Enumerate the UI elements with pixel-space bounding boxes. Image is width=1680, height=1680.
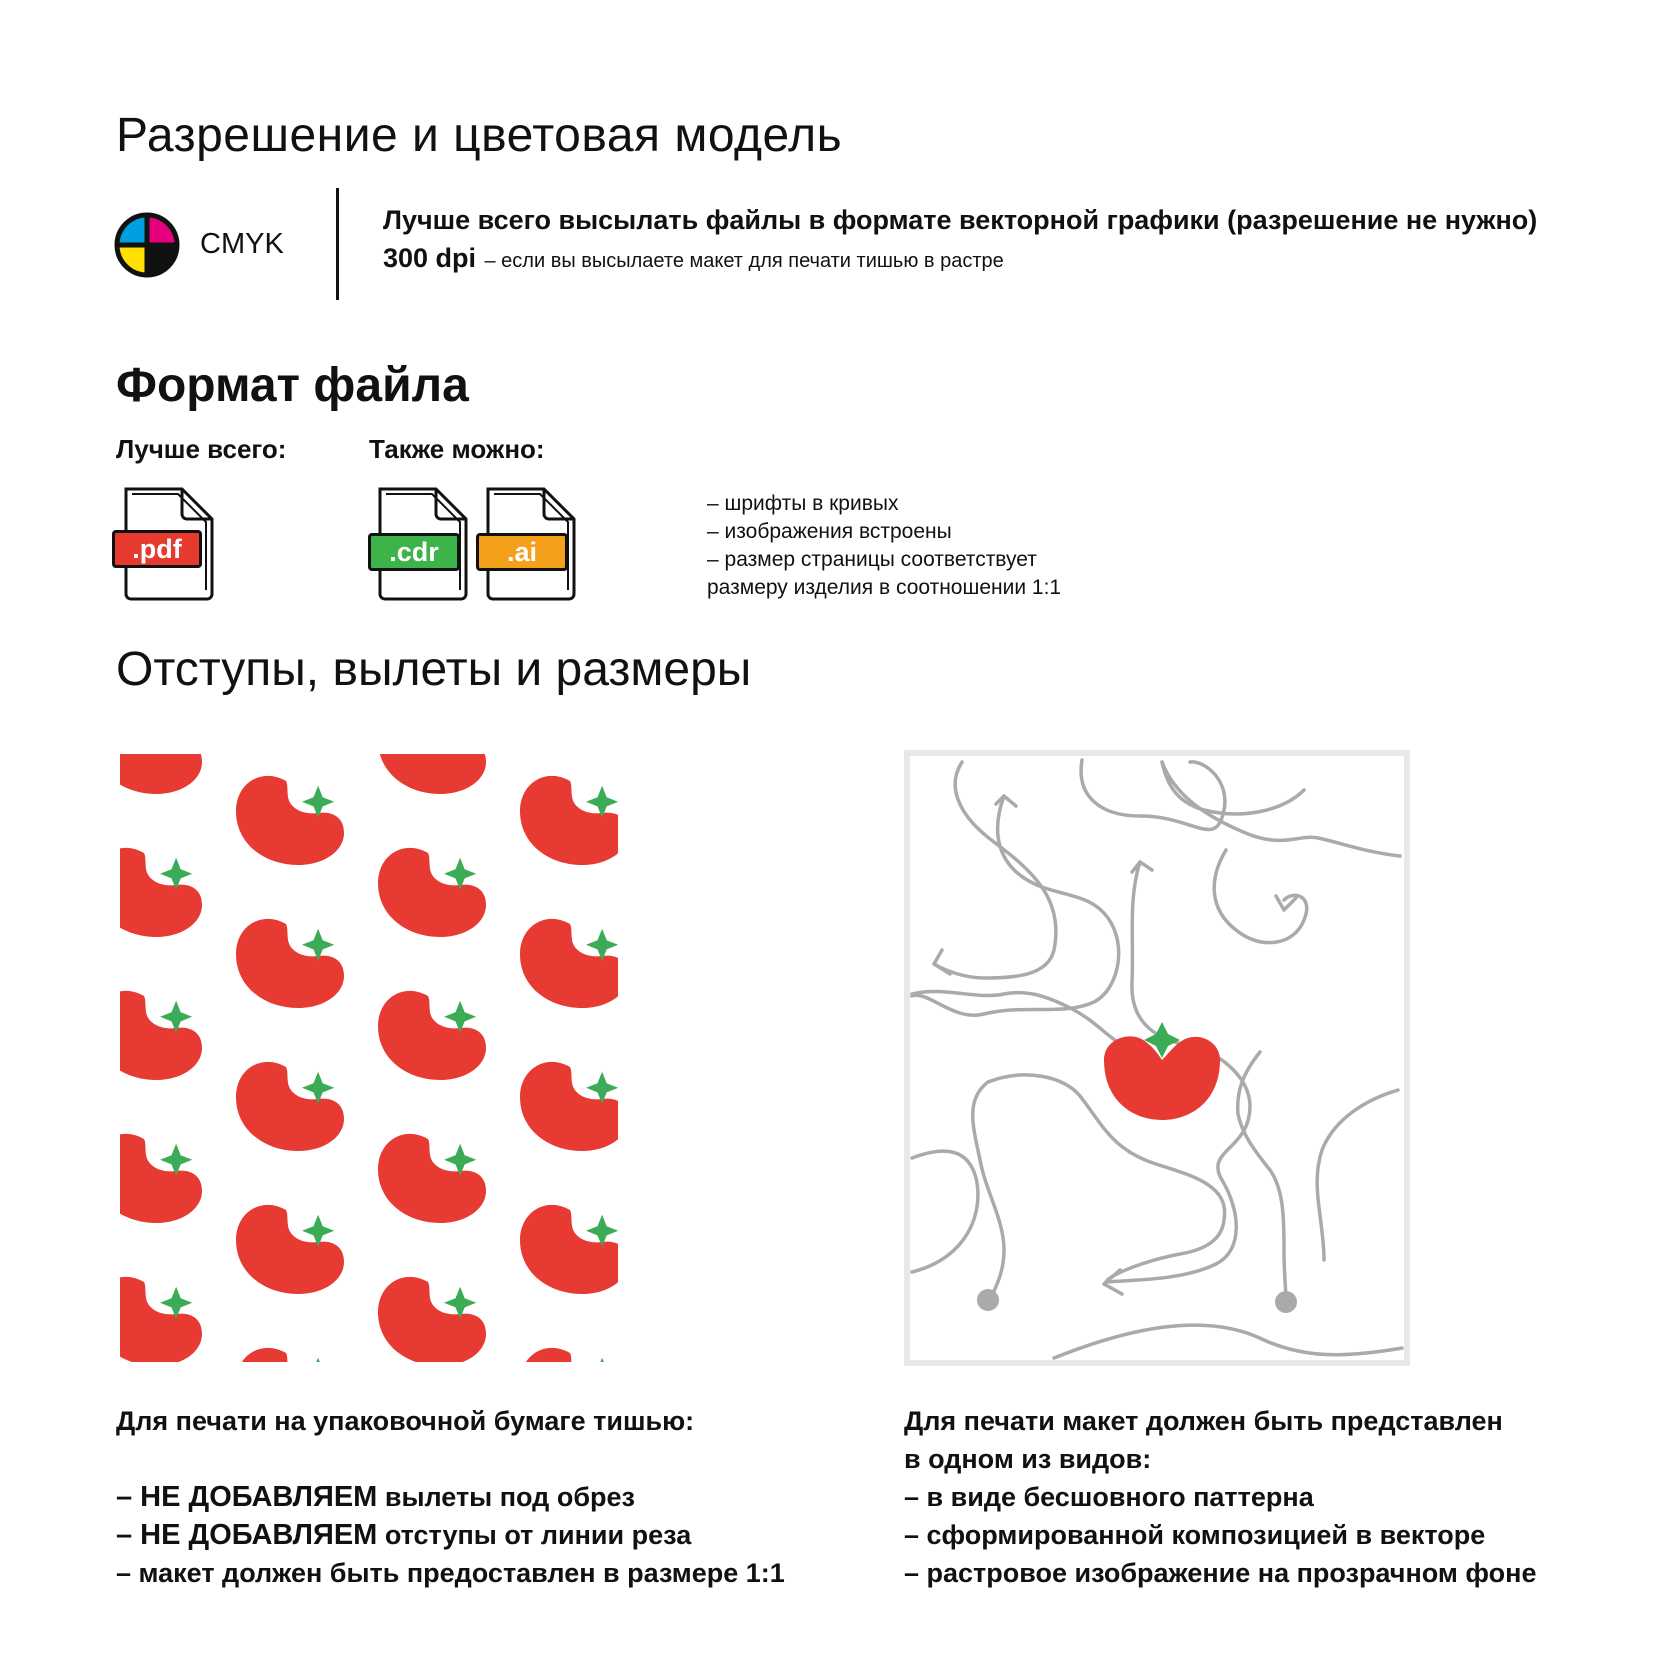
- pdf-file-icon: [112, 486, 222, 602]
- pattern-tomato: [236, 776, 344, 865]
- right-line: в одном из видов:: [904, 1444, 1152, 1474]
- color-model-label: CMYK: [200, 228, 284, 260]
- dpi-note: – если вы высылаете макет для печати тишью в растре: [484, 250, 1004, 272]
- rest-text: вылеты под обрез: [377, 1482, 635, 1512]
- cdr-tag: .cdr: [368, 533, 460, 571]
- pattern-tomato: [236, 919, 344, 1008]
- pattern-tomato: [378, 991, 486, 1080]
- requirement-item: – шрифты в кривых: [707, 492, 899, 515]
- pattern-tomato: [236, 1348, 344, 1362]
- left-line: [116, 1516, 785, 1554]
- requirement-item: – изображения встроены: [707, 520, 952, 543]
- pattern-tomato: [236, 1205, 344, 1294]
- pattern-tomato: [120, 991, 202, 1080]
- right-line: – растровое изображение на прозрачном фоне: [904, 1558, 1537, 1588]
- pattern-tomato: [378, 1277, 486, 1362]
- caps-text: – НЕ ДОБАВЛЯЕМ: [116, 1519, 378, 1551]
- section-title-format: Формат файла: [116, 359, 469, 412]
- ai-tag: .ai: [476, 533, 568, 571]
- pattern-tomato: [520, 1205, 618, 1294]
- pattern-tomato: [378, 1134, 486, 1223]
- dpi-row: [383, 243, 1004, 274]
- ai-file-icon: [474, 486, 584, 602]
- divider: [336, 188, 339, 300]
- pattern-tomato: [520, 776, 618, 865]
- left-text-block: [116, 1402, 785, 1592]
- pattern-tomato: [120, 1134, 202, 1223]
- rest-text: отступы от линии реза: [377, 1520, 692, 1550]
- pattern-tomato: [378, 848, 486, 937]
- path-dot: [1275, 1291, 1297, 1313]
- section-title-resolution: Разрешение и цветовая модель: [116, 109, 843, 162]
- pattern-tomato: [120, 1277, 202, 1362]
- also-label: Также можно:: [369, 434, 545, 464]
- right-line: Для печати макет должен быть представлен: [904, 1406, 1503, 1436]
- left-line: [116, 1478, 785, 1516]
- rest-text: – макет должен быть предоставлен в размере 1:1: [116, 1558, 785, 1588]
- left-heading: Для печати на упаковочной бумаге тишью:: [116, 1406, 695, 1436]
- vector-composition-illustration: [904, 750, 1410, 1366]
- pattern-tomato: [520, 1062, 618, 1151]
- pattern-tomato: [520, 919, 618, 1008]
- format-requirements: [707, 490, 1061, 602]
- best-label: Лучше всего:: [116, 434, 287, 464]
- caps-text: – НЕ ДОБАВЛЯЕМ: [116, 1481, 378, 1513]
- cdr-file-icon: [366, 486, 476, 602]
- seamless-pattern-illustration: [120, 754, 618, 1362]
- pattern-tomato: [378, 754, 486, 794]
- section-title-margins: Отступы, вылеты и размеры: [116, 643, 752, 696]
- pattern-tomato: [520, 1348, 618, 1362]
- left-line: [116, 1554, 785, 1592]
- requirement-item: – размер страницы соответствует: [707, 548, 1037, 571]
- right-line: – в виде бесшовного паттерна: [904, 1482, 1314, 1512]
- pdf-tag: .pdf: [112, 530, 202, 568]
- vector-note: Лучше всего высылать файлы в формате векторной графики (разрешение не нужно): [383, 205, 1538, 235]
- dpi-value: 300 dpi: [383, 243, 477, 273]
- right-text-block: [904, 1402, 1536, 1592]
- pattern-tomato: [120, 848, 202, 937]
- path-dot: [977, 1289, 999, 1311]
- pattern-tomato: [120, 754, 202, 794]
- right-line: – сформированной композицией в векторе: [904, 1520, 1486, 1550]
- pattern-tomato: [236, 1062, 344, 1151]
- requirement-item: размеру изделия в соотношении 1:1: [707, 576, 1062, 599]
- cmyk-icon: [114, 212, 180, 278]
